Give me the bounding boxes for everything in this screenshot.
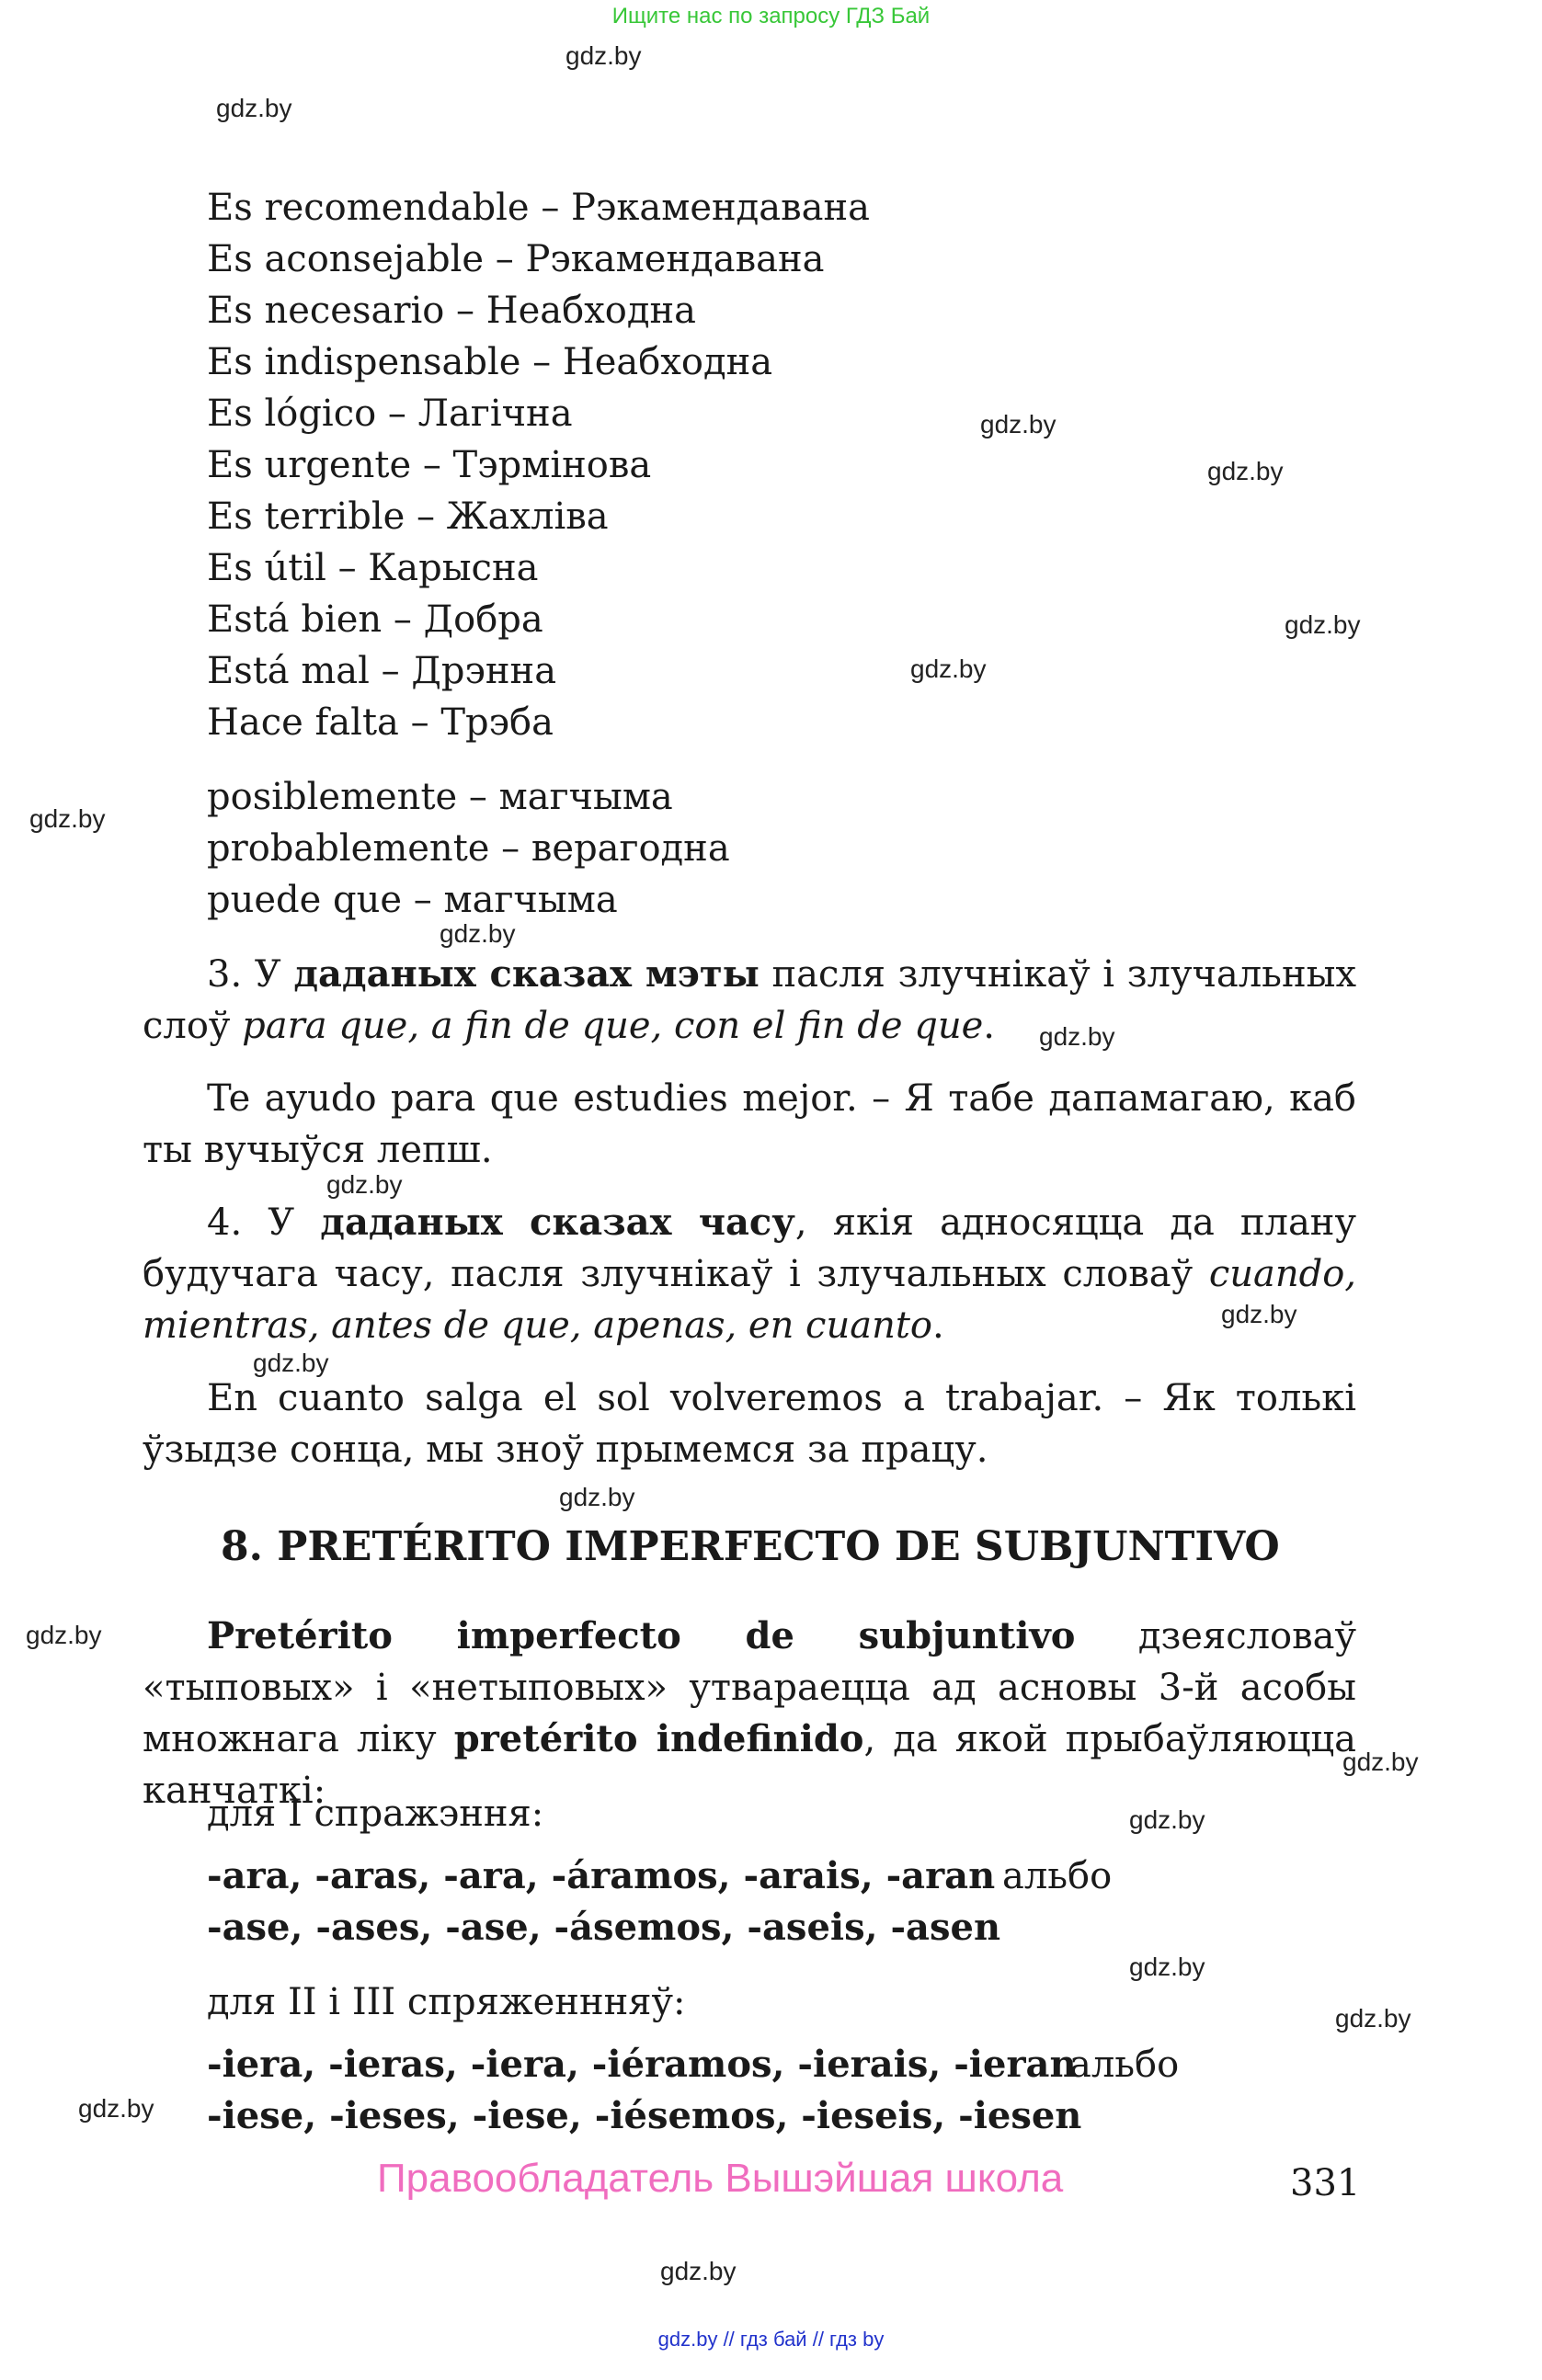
phrase-item: Está bien – Добра xyxy=(207,598,543,641)
watermark: gdz.by xyxy=(1129,1805,1205,1834)
rule-conjunctions: cuando, mientras, antes de que, apenas, en cuanto xyxy=(143,1253,1356,1347)
rule-conjunctions: para que, a fin de que, con el fin de que xyxy=(242,1005,984,1047)
watermark: gdz.by xyxy=(1335,2004,1411,2033)
phrase-item: Es útil – Карысна xyxy=(207,547,539,589)
example-3: Te ayudo para que estudies mejor. – Я табе дапамагаю, каб ты вучыўся лепш. xyxy=(143,1077,1356,1171)
conj23-endings-se: -iese, -ieses, -iese, -iésemos, -ieseis, -iesen xyxy=(207,2094,1082,2137)
conj23-endings-ra: -iera, -ieras, -iera, -iéramos, -ierais, -ieran xyxy=(207,2043,1077,2086)
example-4: En cuanto salga el sol volveremos a trabajar. – Як толькі ўзыдзе сонца, мы зноў прымемся за працу. xyxy=(143,1377,1356,1471)
rule-text: пасля злучнікаў і злучальных слоў xyxy=(143,953,1357,1047)
conj1-endings-se: -ase, -ases, -ase, -ásemos, -aseis, -asen xyxy=(207,1906,1001,1949)
rights-holder: Правообладатель Вышэйшая школа xyxy=(377,2156,1064,2201)
phrase-item: Está mal – Дрэнна xyxy=(207,650,557,692)
phrase-item: Es necesario – Неабходна xyxy=(207,290,697,332)
phrase-item: Es aconsejable – Рэкамендавана xyxy=(207,238,825,280)
watermark: gdz.by xyxy=(26,1621,102,1649)
watermark: gdz.by xyxy=(910,655,987,683)
rule-number: 3. У xyxy=(207,953,294,996)
rule-term: даданых сказах мэты xyxy=(293,952,760,996)
conj1-label: для I спражэння: xyxy=(207,1793,544,1835)
rule-term: даданых сказах часу xyxy=(320,1201,795,1244)
watermark: gdz.by xyxy=(216,94,292,122)
watermark: gdz.by xyxy=(559,1483,635,1511)
watermark: gdz.by xyxy=(565,41,642,70)
watermark: gdz.by xyxy=(1342,1748,1419,1776)
adverb-item: posiblemente – магчыма xyxy=(207,776,673,818)
watermark: gdz.by xyxy=(1221,1300,1297,1328)
page-number: 331 xyxy=(1290,2162,1361,2204)
bottom-links[interactable]: gdz.by // гдз бай // гдз by xyxy=(657,2328,885,2351)
rule-text: , якія адносяцца да плану будучага часу, пасля злучнікаў і злучальных словаў xyxy=(143,1201,1357,1295)
phrase-item: Es recomendable – Рэкамендавана xyxy=(207,187,870,229)
top-banner[interactable]: Ищите нас по запросу ГДЗ Бай xyxy=(611,4,931,28)
watermark: gdz.by xyxy=(78,2094,154,2123)
conj1-endings-ra: -ara, -aras, -ara, -áramos, -arais, -aran xyxy=(207,1854,996,1897)
watermark: gdz.by xyxy=(1039,1022,1115,1051)
watermark: gdz.by xyxy=(326,1170,403,1199)
adverb-item: puede que – магчыма xyxy=(207,879,618,921)
rule-number: 4. У xyxy=(207,1201,321,1244)
rule-item-3: 3. У даданых сказах мэты пасля злучнікаў і злучальных слоў para que, a fin de que, con el fin de que. xyxy=(143,952,1357,1047)
watermark: gdz.by xyxy=(29,804,106,833)
conj23-or: альбо xyxy=(1069,2044,1180,2086)
watermark: gdz.by xyxy=(980,410,1057,438)
phrase-item: Es terrible – Жахліва xyxy=(207,495,609,538)
section-title: 8. PRETÉRITO IMPERFECTO DE SUBJUNTIVO xyxy=(221,1523,1280,1570)
phrase-item: Es urgente – Тэрмінова xyxy=(207,444,652,486)
phrase-item: Hace falta – Трэба xyxy=(207,701,554,744)
watermark: gdz.by xyxy=(440,919,516,948)
watermark: gdz.by xyxy=(1285,610,1361,639)
intro-paragraph: Pretérito imperfecto de subjuntivo дзеясловаў «тыповых» і «нетыповых» утвараецца ад асновы 3-й асобы множнага ліку pretérito indefinido, да якой прыбаўляюцца канчаткі: xyxy=(143,1614,1356,1812)
watermark: gdz.by xyxy=(1207,457,1284,485)
adverb-item: probablemente – верагодна xyxy=(207,827,730,870)
phrase-item: Es lógico – Лагічна xyxy=(207,393,573,435)
watermark: gdz.by xyxy=(660,2257,737,2285)
conj23-label: для II і III спряженнняў: xyxy=(207,1981,686,2023)
conj1-or: альбо xyxy=(1002,1855,1113,1897)
rule-item-4: 4. У даданых сказах часу, якія адносяцца да плану будучага часу, пасля злучнікаў і злучальных словаў cuando, mientras, antes de que, apenas, en cuanto. xyxy=(143,1201,1357,1347)
watermark: gdz.by xyxy=(1129,1953,1205,1981)
phrase-item: Es indispensable – Неабходна xyxy=(207,341,773,383)
watermark: gdz.by xyxy=(253,1349,329,1377)
